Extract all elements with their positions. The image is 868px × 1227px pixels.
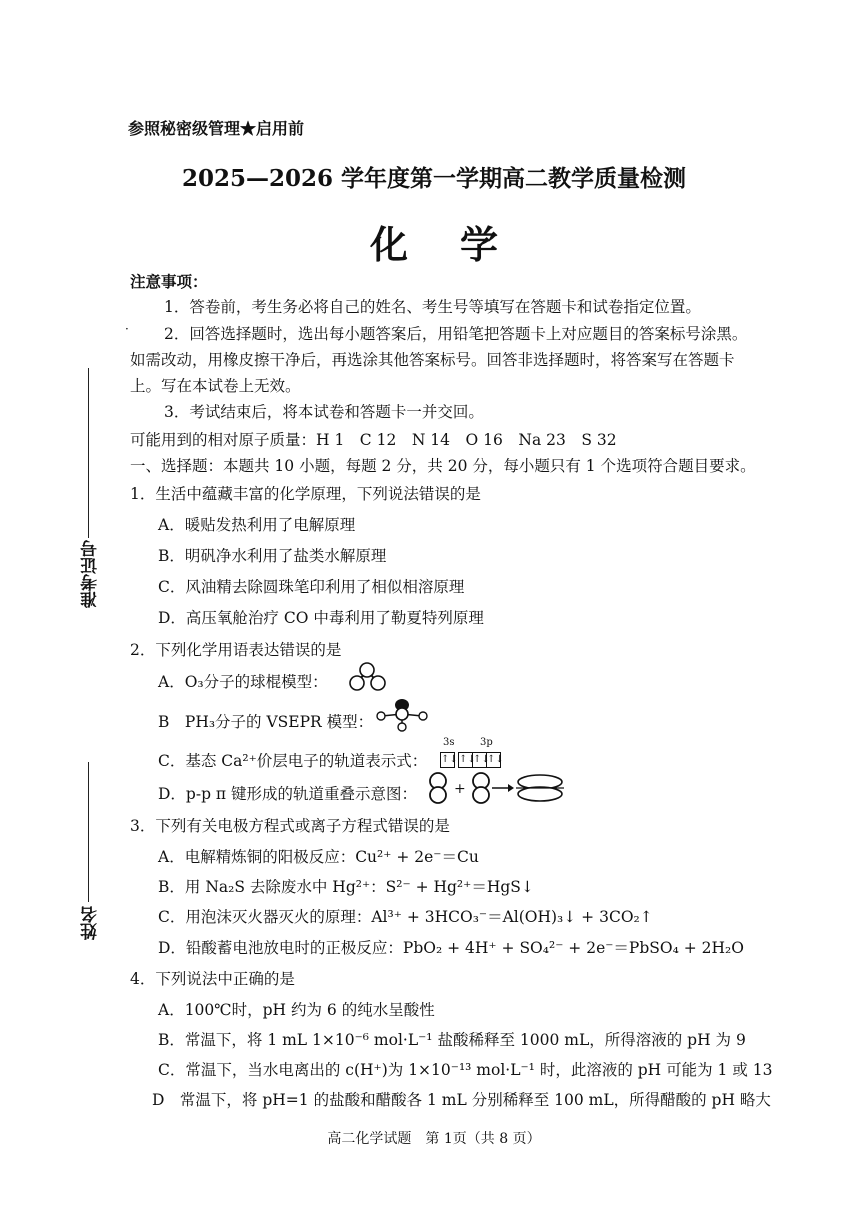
orbital-box-3p-2: ↑↓ [472,752,487,768]
orbital-box-3p-1: ↑↓ [458,752,473,768]
q2-option-b: B PH₃分子的 VSEPR 模型： [158,713,374,731]
q4-option-b: B．常温下，将 1 mL 1×10⁻⁶ mol·L⁻¹ 盐酸稀释至 1000 mL，所得溶液的 pH 为 9 [158,1031,746,1049]
q4-option-a: A．100℃时，pH 约为 6 的纯水呈酸性 [158,1001,435,1019]
notice-item-3: 3．考试结束后，将本试卷和答题卡一并交回。 [164,403,484,421]
orbital-label-3p: 3p [480,737,493,748]
q2-option-d: D．p-p π 键形成的轨道重叠示意图： [158,785,418,803]
stray-mark: · [125,322,129,336]
subject-title: 化学 [369,222,550,267]
q3-stem: 3．下列有关电极方程式或离子方程式错误的是 [130,817,450,835]
notice-heading: 注意事项： [130,272,208,291]
orbital-diagram [440,749,504,768]
svg-text:+: + [454,781,466,797]
notice-item-2c: 上。写在本试卷上无效。 [130,377,301,395]
q3-option-a: A．电解精炼铜的阳极反应：Cu²⁺ + 2e⁻＝Cu [158,848,479,866]
notice-item-1: 1．答卷前，考生务必将自己的姓名、考生号等填写在答题卡和试卷指定位置。 [164,298,701,316]
page-footer: 高二化学试题 第 1页（共 8 页） [327,1131,541,1147]
q4-stem: 4．下列说法中正确的是 [130,970,295,988]
notice-item-2a: 2．回答选择题时，选出每小题答案后，用铅笔把答题卡上对应题目的答案标号涂黑。 [164,325,748,343]
q2-option-c: C．基态 Ca²⁺价层电子的轨道表示式： [158,752,428,770]
q3-option-d: D．铅酸蓄电池放电时的正极反应：PbO₂ + 4H⁺ + SO₄²⁻ + 2e⁻＝PbSO₄ + 2H₂O [158,939,744,957]
name-label: 姓名 [81,906,101,940]
q1-option-a: A．暖贴发热利用了电解原理 [158,516,356,534]
confidential-label: 参照秘密级管理★启用前 [128,119,305,138]
q3-option-b: B．用 Na₂S 去除废水中 Hg²⁺：S²⁻ + Hg²⁺＝HgS↓ [158,878,534,896]
pi-bond-overlap-icon [428,770,568,806]
q1-option-c: C．风油精去除圆珠笔印利用了相似相溶原理 [158,578,465,596]
exam-title: 2025—2026 学年度第一学期高二教学质量检测 [181,165,687,192]
q1-option-d: D．高压氧舱治疗 CO 中毒利用了勒夏特列原理 [158,609,484,627]
ozone-ball-stick-icon [346,660,388,692]
q3-option-c: C．用泡沫灭火器灭火的原理：Al³⁺ + 3HCO₃⁻＝Al(OH)₃↓ + 3CO₂↑ [158,908,653,926]
atomic-masses: 可能用到的相对原子质量：H 1 C 12 N 14 O 16 Na 23 S 32 [130,431,617,449]
notice-item-2b: 如需改动，用橡皮擦干净后，再选涂其他答案标号。回答非选择题时，将答案写在答题卡 [130,351,735,369]
orbital-box-3s: ↑↓ [440,752,455,768]
vsepr-model-icon [372,696,432,732]
q2-option-a: A．O₃分子的球棍模型： [158,673,328,691]
exam-no-label: 准考证号 [81,540,101,608]
q1-stem: 1．生活中蕴藏丰富的化学原理，下列说法错误的是 [130,485,481,503]
q4-option-d: D 常温下，将 pH=1 的盐酸和醋酸各 1 mL 分别稀释至 100 mL，所得醋酸的 pH 略大 [152,1091,771,1109]
name-line [88,762,89,902]
exam-no-line [88,368,89,538]
orbital-box-3p-3: ↑↓ [486,752,501,768]
q1-option-b: B．明矾净水利用了盐类水解原理 [158,547,387,565]
q4-option-c: C．常温下，当水电离出的 c(H⁺)为 1×10⁻¹³ mol·L⁻¹ 时，此溶液的 pH 可能为 1 或 13 [158,1061,773,1079]
orbital-label-3s: 3s [443,737,455,748]
q2-stem: 2．下列化学用语表达错误的是 [130,641,342,659]
section-heading: 一、选择题：本题共 10 小题，每题 2 分，共 20 分，每小题只有 1 个选项符合题目要求。 [130,457,756,475]
